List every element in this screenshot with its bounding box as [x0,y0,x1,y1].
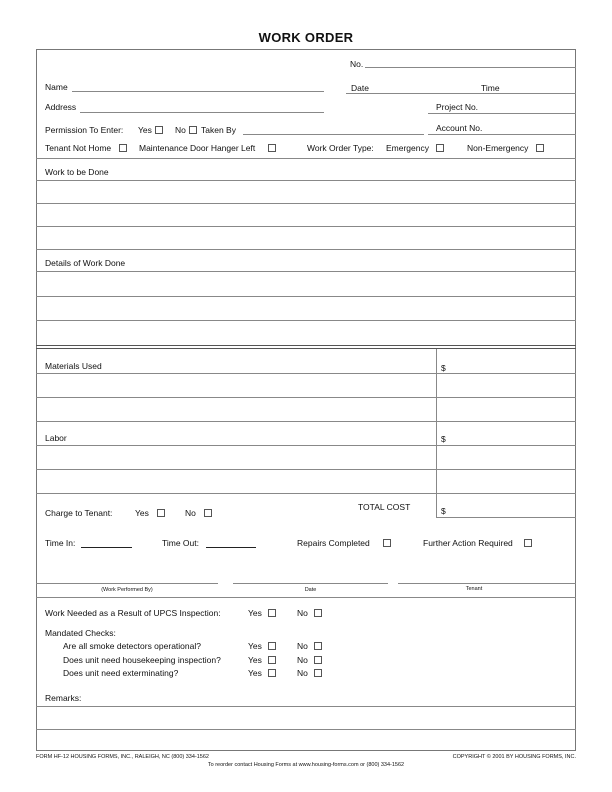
labor-line-2[interactable] [36,469,576,470]
charge-yes-label: Yes [135,508,149,518]
work-line-1[interactable] [36,180,576,181]
materials-line-2[interactable] [36,397,576,398]
no-label: No. [350,59,364,69]
upcs-yes-checkbox[interactable] [268,609,276,617]
date-signature-line[interactable] [233,583,388,584]
permission-yes-checkbox[interactable] [155,126,163,134]
date-label: Date [351,83,369,93]
labor-line-1[interactable] [36,445,576,446]
emergency-checkbox[interactable] [436,144,444,152]
housekeeping-yes-label: Yes [248,655,262,665]
time-in-label: Time In: [45,538,76,548]
further-action-checkbox[interactable] [524,539,532,547]
charge-yes-checkbox[interactable] [157,509,165,517]
name-field[interactable] [72,91,324,92]
work-line-4[interactable] [36,249,576,250]
housekeeping-question: Does unit need housekeeping inspection? [63,655,221,665]
footer-copyright: COPYRIGHT © 2001 BY HOUSING FORMS, INC. [452,754,576,760]
date-caption: Date [304,587,317,593]
non-emergency-label: Non-Emergency [467,143,529,153]
work-order-type-label: Work Order Type: [307,143,374,153]
housekeeping-no-checkbox[interactable] [314,656,322,664]
account-no-label: Account No. [436,123,483,133]
form-title: WORK ORDER [258,30,354,45]
total-dollar: $ [441,506,446,516]
divider [36,348,576,349]
work-line-2[interactable] [36,203,576,204]
labor-line-3[interactable] [36,493,576,494]
permission-yes-label: Yes [138,125,152,135]
door-hanger-label: Maintenance Door Hanger Left [139,143,256,153]
performed-by-caption: (Work Performed By) [101,587,153,593]
tenant-caption: Tenant [465,586,483,592]
exterminating-yes-checkbox[interactable] [268,669,276,677]
footer-form-id: FORM HF-12 HOUSING FORMS, INC., RALEIGH, NC (800) 334-1562 [36,754,209,760]
divider [36,158,576,159]
labor-dollar: $ [441,434,446,444]
charge-no-checkbox[interactable] [204,509,212,517]
no-field[interactable] [365,67,576,68]
remarks-line-1[interactable] [36,706,576,707]
smoke-no-checkbox[interactable] [314,642,322,650]
project-no-field[interactable] [428,113,576,114]
upcs-yes-label: Yes [248,608,262,618]
smoke-yes-label: Yes [248,641,262,651]
tenant-signature-line[interactable] [398,583,576,584]
work-to-be-done-label: Work to be Done [45,167,109,177]
housekeeping-no-label: No [297,655,308,665]
exterminating-no-label: No [297,668,308,678]
exterminating-no-checkbox[interactable] [314,669,322,677]
tenant-not-home-label: Tenant Not Home [45,143,112,153]
materials-line-1[interactable] [36,373,576,374]
address-label: Address [45,102,77,112]
charge-no-label: No [185,508,196,518]
materials-line-3[interactable] [36,421,576,422]
details-label: Details of Work Done [45,258,126,268]
exterminating-question: Does unit need exterminating? [63,668,179,678]
details-line-1[interactable] [36,271,576,272]
project-no-label: Project No. [436,102,479,112]
taken-by-label: Taken By [201,125,236,135]
details-line-3[interactable] [36,320,576,321]
divider [36,597,576,598]
name-label: Name [45,82,68,92]
housekeeping-yes-checkbox[interactable] [268,656,276,664]
door-hanger-checkbox[interactable] [268,144,276,152]
address-field[interactable] [80,112,324,113]
smoke-detectors-question: Are all smoke detectors operational? [63,641,201,651]
remarks-label: Remarks: [45,693,82,703]
account-no-field[interactable] [428,134,576,135]
repairs-completed-checkbox[interactable] [383,539,391,547]
exterminating-yes-label: Yes [248,668,262,678]
materials-dollar: $ [441,363,446,373]
total-cost-label: TOTAL COST [358,502,411,512]
time-in-field[interactable] [81,547,132,548]
non-emergency-checkbox[interactable] [536,144,544,152]
footer-reorder: To reorder contact Housing Forms at www.housing-forms.com or (800) 334-1562 [207,762,405,768]
time-out-label: Time Out: [162,538,199,548]
charge-to-tenant-label: Charge to Tenant: [45,508,113,518]
total-cost-field[interactable] [436,517,576,518]
permission-label: Permission To Enter: [45,125,124,135]
upcs-no-label: No [297,608,308,618]
time-label: Time [481,83,500,93]
work-line-3[interactable] [36,226,576,227]
repairs-completed-label: Repairs Completed [297,538,370,548]
taken-by-field[interactable] [243,134,424,135]
details-line-2[interactable] [36,296,576,297]
time-out-field[interactable] [206,547,256,548]
mandated-checks-label: Mandated Checks: [45,628,116,638]
emergency-label: Emergency [386,143,429,153]
further-action-label: Further Action Required [423,538,513,548]
upcs-no-checkbox[interactable] [314,609,322,617]
permission-no-label: No [175,125,186,135]
date-time-field[interactable] [346,93,576,94]
permission-no-checkbox[interactable] [189,126,197,134]
performed-by-signature-line[interactable] [36,583,218,584]
materials-label: Materials Used [45,361,102,371]
smoke-yes-checkbox[interactable] [268,642,276,650]
smoke-no-label: No [297,641,308,651]
upcs-label: Work Needed as a Result of UPCS Inspection: [45,608,221,618]
labor-label: Labor [45,433,67,443]
tenant-not-home-checkbox[interactable] [119,144,127,152]
remarks-line-2[interactable] [36,729,576,730]
divider [36,345,576,346]
